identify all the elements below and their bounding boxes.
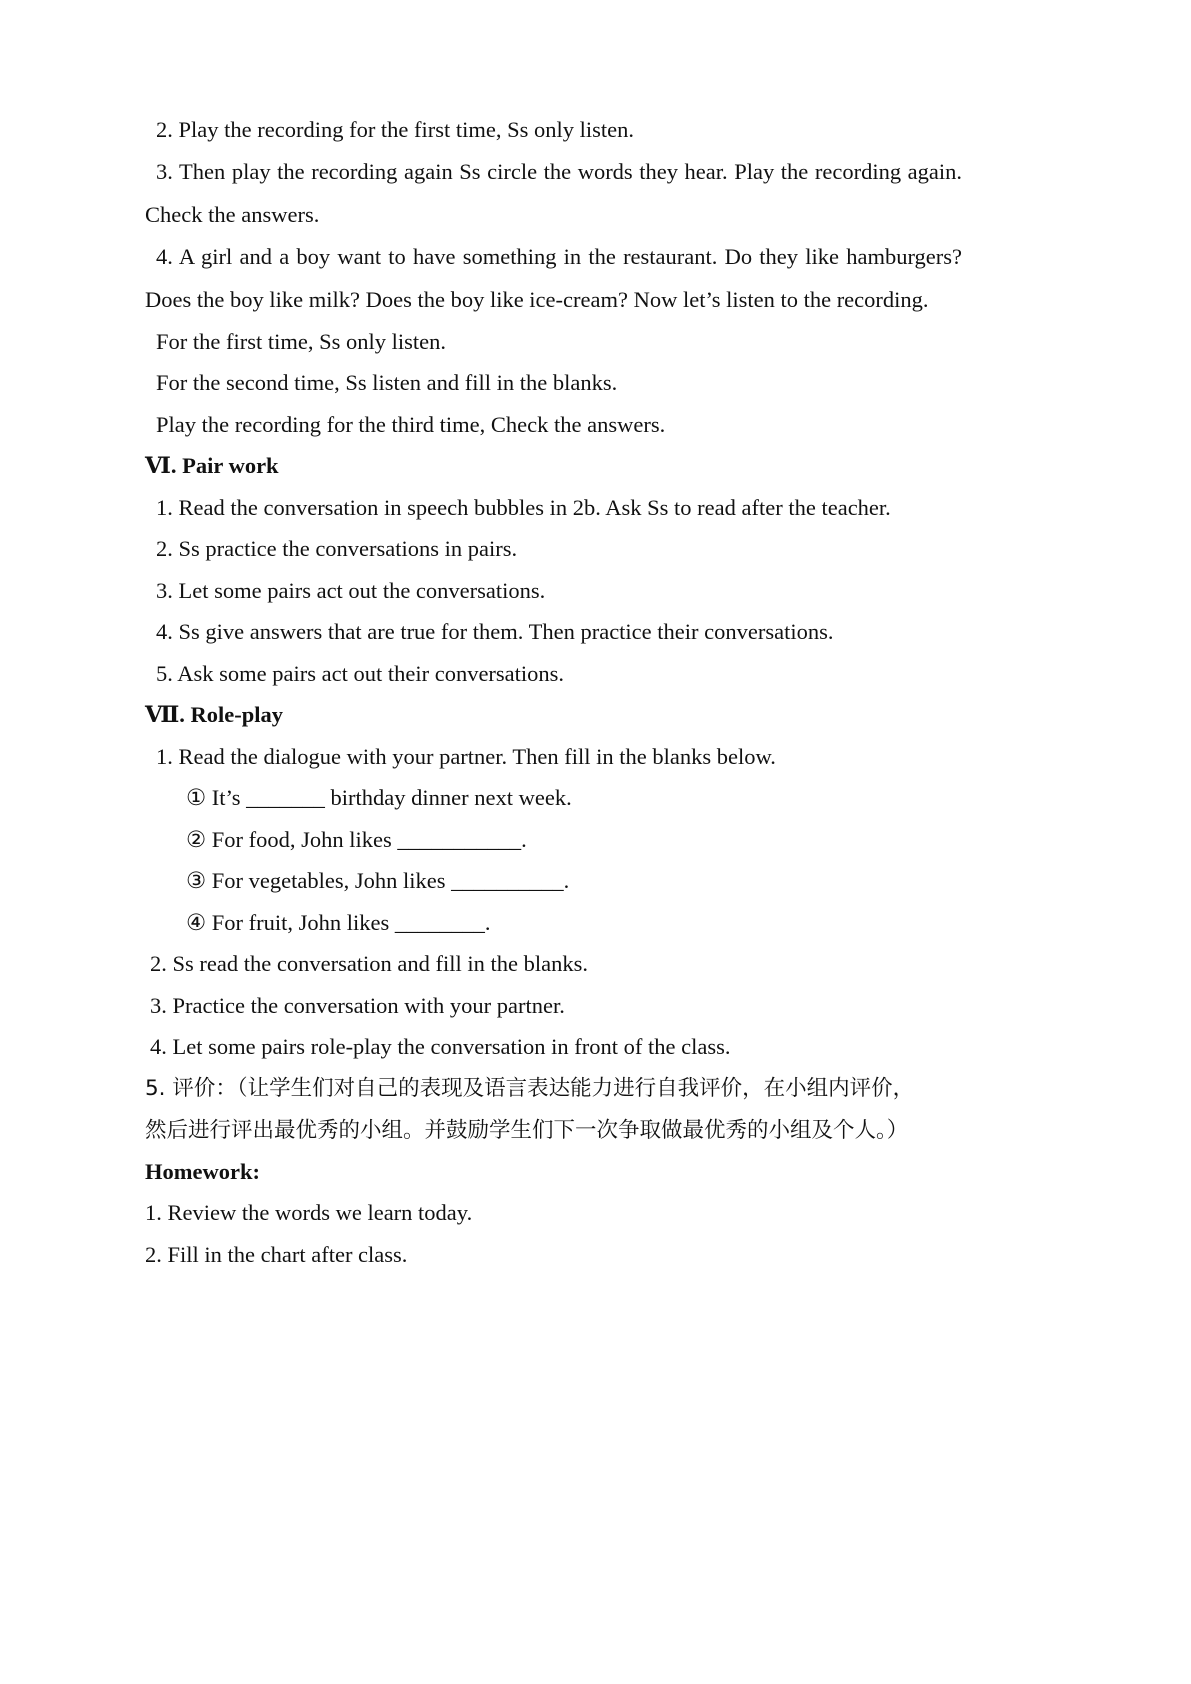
pair-work-item: 5. Ask some pairs act out their conversations. xyxy=(156,661,565,686)
step-3-line: 3. Then play the recording again Ss circle the words they hear. Play the recording again. xyxy=(156,159,962,184)
listen-third-time: Play the recording for the third time, Check the answers. xyxy=(156,412,666,437)
role-play-item: 3. Practice the conversation with your partner. xyxy=(150,993,565,1018)
pair-work-item: 3. Let some pairs act out the conversations. xyxy=(156,578,546,603)
pair-work-item: 4. Ss give answers that are true for them. Then practice their conversations. xyxy=(156,619,834,644)
step-2-line: 2. Play the recording for the first time, Ss only listen. xyxy=(156,117,635,142)
fill-blank-item: ① It’s _______ birthday dinner next week. xyxy=(186,785,572,810)
fill-blank-item: ③ For vegetables, John likes __________. xyxy=(186,868,570,893)
evaluation-line-2: 然后进行评出最优秀的小组。并鼓励学生们下一次争取做最优秀的小组及个人。） xyxy=(145,1118,909,1143)
pair-work-item: 2. Ss practice the conversations in pairs. xyxy=(156,536,518,561)
fill-blank-item: ④ For fruit, John likes ________. xyxy=(186,910,491,935)
evaluation-line-1: 5. 评价：（让学生们对自己的表现及语言表达能力进行自我评价，在小组内评价， xyxy=(145,1076,915,1101)
homework-item: 1. Review the words we learn today. xyxy=(145,1200,473,1225)
homework-heading: Homework: xyxy=(145,1159,260,1184)
role-play-item: 2. Ss read the conversation and fill in the blanks. xyxy=(150,951,589,976)
step-4-line: 4. A girl and a boy want to have something in the restaurant. Do they like hamburgers? xyxy=(156,244,962,269)
homework-item: 2. Fill in the chart after class. xyxy=(145,1242,408,1267)
role-play-intro: 1. Read the dialogue with your partner. Then fill in the blanks below. xyxy=(156,744,776,769)
role-play-heading: Ⅶ. Role-play xyxy=(145,702,284,727)
fill-blank-item: ② For food, John likes ___________. xyxy=(186,827,527,852)
pair-work-heading: Ⅵ. Pair work xyxy=(145,453,279,478)
role-play-item: 4. Let some pairs role-play the conversation in front of the class. xyxy=(150,1034,731,1059)
listen-first-time: For the first time, Ss only listen. xyxy=(156,329,446,354)
pair-work-item: 1. Read the conversation in speech bubbles in 2b. Ask Ss to read after the teacher. xyxy=(156,495,891,520)
step-3-continuation: Check the answers. xyxy=(145,202,320,227)
listen-second-time: For the second time, Ss listen and fill in the blanks. xyxy=(156,370,618,395)
step-4-continuation: Does the boy like milk? Does the boy like ice-cream? Now let’s listen to the recording. xyxy=(145,287,929,312)
